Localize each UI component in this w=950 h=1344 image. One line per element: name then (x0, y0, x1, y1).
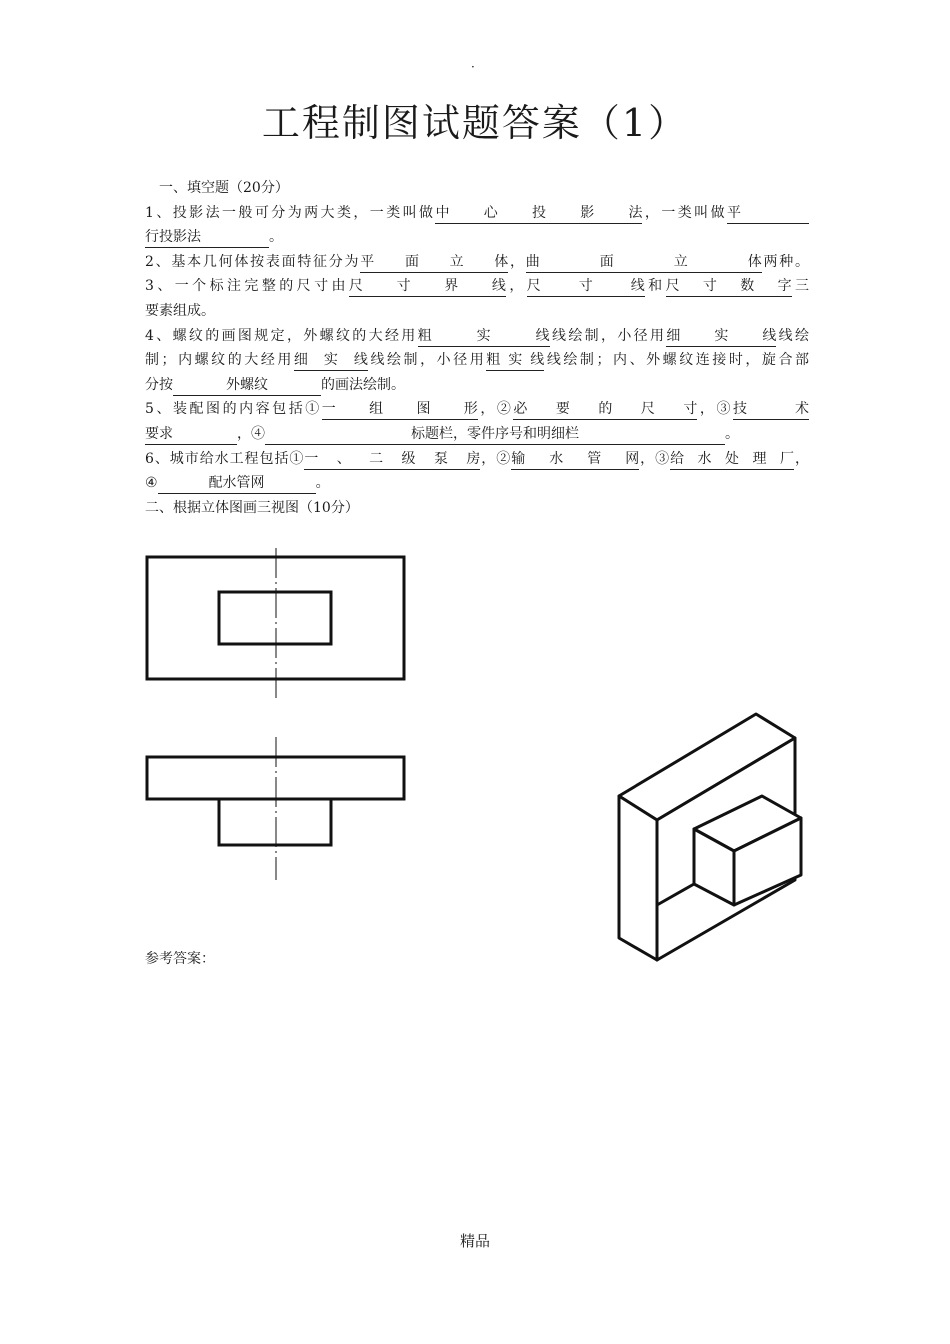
q4-answer4: 粗实线 (486, 350, 544, 371)
q5-line1: 5、装配图的内容包括①一组图形，②必要的尺寸，③技术 (145, 397, 809, 422)
q6-line1: 6、城市给水工程包括①一、二级泵房，②输水管网，③给水处理厂， (145, 447, 809, 472)
q5-answer3-part2: 要求 (145, 424, 237, 445)
q1-answer1: 中心投影法 (435, 203, 642, 224)
q3-answer2: 尺寸线 (527, 276, 645, 297)
q5-answer4: 标题栏，零件序号和明细栏 (265, 424, 725, 445)
q6-answer1: 一、二级泵房 (304, 449, 480, 470)
q1-line1: 1、投影法一般可分为两大类，一类叫做中心投影法，一类叫做平 (145, 201, 809, 226)
q2-answer2: 曲面立体 (526, 252, 762, 273)
q1-answer2-part2: 行投影法 (145, 227, 269, 248)
section1-heading: 一、填空题（20分） (159, 180, 289, 196)
isometric-drawing (619, 714, 801, 960)
q6-line2: ④ 配水管网 。 (145, 471, 809, 496)
page-footer: 精品 (459, 1232, 490, 1250)
page-title: 工程制图试题答案（1） (261, 101, 689, 145)
header-mark: · (471, 60, 475, 74)
front-view (147, 548, 404, 700)
q2-answer1: 平面立体 (360, 252, 508, 273)
q1-line2: 行投影法 。 (145, 225, 809, 250)
q2-line: 2、基本几何体按表面特征分为平面立体，曲面立体两种。 (145, 250, 809, 275)
q3-answer3: 尺寸数字 (666, 276, 792, 297)
section2-heading: 二、根据立体图画三视图（10分） (145, 499, 359, 516)
q3-answer1: 尺寸界线 (349, 276, 506, 297)
q6-answer2: 输水管网 (511, 449, 639, 470)
q4-line2: 制；内螺纹的大经用细实线线绘制，小径用粗实线线绘制；内、外螺纹连接时，旋合部 (145, 348, 809, 373)
top-view (147, 737, 404, 880)
q5-answer3-part1: 技术 (733, 399, 809, 420)
reference-answer-label: 参考答案： (145, 951, 215, 967)
q4-answer5: 外螺纹 (173, 375, 321, 396)
q6-answer3: 给水处理厂 (670, 449, 794, 470)
q3-line2: 要素组成。 (145, 302, 215, 319)
q5-answer2: 必要的尺寸 (513, 399, 697, 420)
q3-line1: 3、一个标注完整的尺寸由尺寸界线，尺寸线和尺寸数字三 (145, 274, 809, 299)
q4-answer3: 细实线 (294, 350, 368, 371)
q5-answer1: 一组图形 (322, 399, 478, 420)
q1-answer2-part1: 平 (727, 203, 809, 224)
q4-line1: 4、螺纹的画图规定，外螺纹的大经用粗实线线绘制，小径用细实线线绘 (145, 324, 809, 349)
q4-line3: 分按 外螺纹 的画法绘制。 (145, 373, 809, 398)
q4-answer1: 粗实线 (418, 326, 550, 347)
q4-answer2: 细实线 (666, 326, 776, 347)
q6-answer4: 配水管网 (158, 473, 316, 494)
q5-line2: 要求 ，④ 标题栏，零件序号和明细栏 。 (145, 422, 809, 447)
